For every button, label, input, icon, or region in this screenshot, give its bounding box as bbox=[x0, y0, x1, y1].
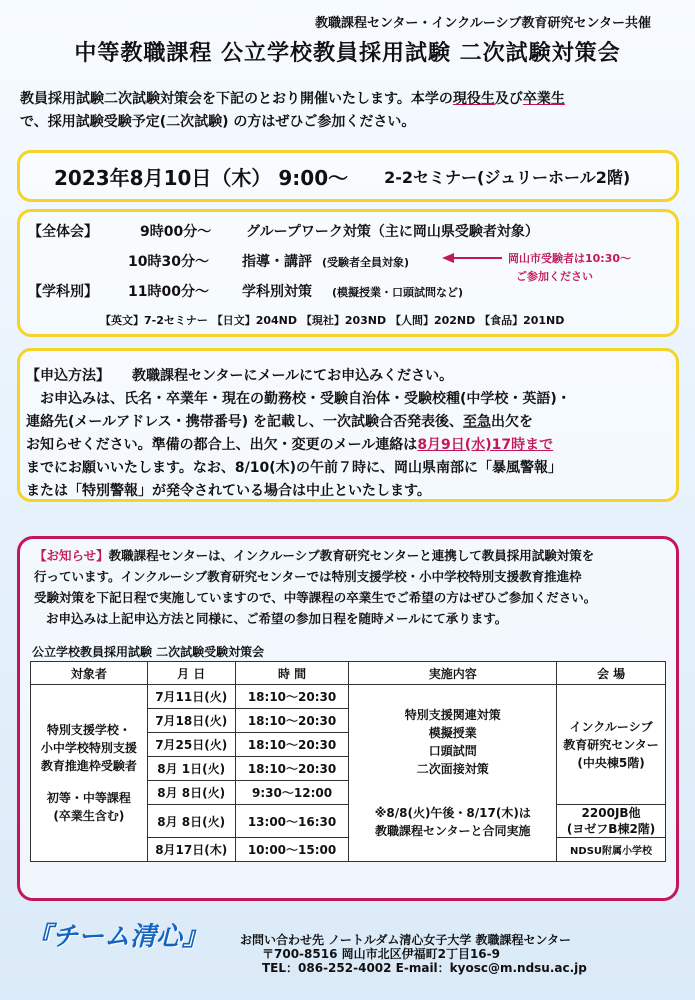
apply-line-4: までにお願いいたします。なお、8/10(木)の午前７時に、岡山県南部に「暴風警報」 bbox=[26, 460, 563, 476]
apply-line-2a: 連絡先(メールアドレス・携帯番号) を記載し、一次試験合否発表後、 bbox=[26, 414, 463, 430]
apply-line-3a: お知らせください。準備の都合上、出欠・変更のメール連絡は bbox=[26, 437, 418, 453]
header-date: 月 日 bbox=[147, 662, 235, 685]
content-line-4: 二次面接対策 bbox=[416, 762, 489, 776]
target-line-2: 小中学校特別支援 bbox=[40, 741, 137, 755]
dept-time: 11時00分～ bbox=[128, 284, 209, 300]
plenary-label: 【全体会】 bbox=[28, 224, 98, 240]
plenary-time: 9時00分～ bbox=[140, 224, 212, 240]
header-time: 時 間 bbox=[235, 662, 349, 685]
review-note: (受験者全員対象) bbox=[322, 256, 410, 269]
apply-line-0: 教職課程センターにメールにてお申込みください。 bbox=[132, 368, 454, 384]
target-line-3: 教育推進枠受験者 bbox=[40, 759, 137, 773]
apply-line-5: または「特別警報」が発令されている場合は中止といたします。 bbox=[26, 483, 431, 499]
row-date: 8月17日(木) bbox=[147, 838, 235, 862]
row-time: 18:10～20:30 bbox=[235, 757, 349, 781]
apply-label: 【申込方法】 bbox=[26, 368, 110, 384]
dept-note: (模擬授業・口頭試問など) bbox=[332, 286, 464, 299]
cohost-line: 教職課程センター・インクルーシブ教育研究センター共催 bbox=[314, 16, 651, 31]
okayama-note-2: ご参加ください bbox=[516, 270, 593, 283]
intro-text bbox=[20, 88, 680, 134]
notice-label: 【お知らせ】 bbox=[34, 548, 109, 563]
table-title: 公立学校教員採用試験 二次試験受験対策会 bbox=[32, 645, 265, 659]
review-time: 10時30分～ bbox=[128, 254, 209, 270]
header-target: 対象者 bbox=[31, 662, 148, 685]
okayama-note-1: 岡山市受験者は10:30～ bbox=[508, 252, 632, 265]
target-line-1: 特別支援学校・ bbox=[46, 723, 131, 737]
review-content: 指導・講評 bbox=[242, 254, 312, 270]
row-date: 7月11日(火) bbox=[147, 685, 235, 709]
venue-cell-a bbox=[557, 685, 666, 805]
content-note-1: ※8/8(火)午後・8/17(木)は bbox=[374, 806, 531, 820]
venue-cell-c: NDSU附属小学校 bbox=[557, 838, 666, 862]
team-logo: 『チーム清心』 bbox=[26, 922, 209, 952]
contact-line-1: お問い合わせ先 ノートルダム清心女子大学 教職課程センター bbox=[240, 933, 572, 947]
venue-b-line-2: (ヨゼフB棟2階) bbox=[566, 822, 656, 836]
row-date: 8月 1日(火) bbox=[147, 757, 235, 781]
header-content: 実施内容 bbox=[349, 662, 557, 685]
application-box bbox=[17, 348, 679, 502]
intro-text-2: 及び bbox=[494, 91, 523, 107]
intro-text-3: で、採用試験受験予定(二次試験) の方はぜひご参加ください。 bbox=[20, 114, 416, 130]
notice-line-4: お申込みは上記申込方法と同様に、ご希望の参加日程を随時メールにて承ります。 bbox=[46, 611, 508, 626]
row-time: 10:00～15:00 bbox=[235, 838, 349, 862]
intro-text-1: 教員採用試験二次試験対策会を下記のとおり開催いたします。本学の bbox=[20, 91, 453, 107]
row-date: 7月25日(火) bbox=[147, 733, 235, 757]
apply-line-1: お申込みは、氏名・卒業年・現在の勤務校・受験自治体・受験校種(中学校・英語)・ bbox=[40, 391, 571, 407]
row-time: 13:00～16:30 bbox=[235, 805, 349, 838]
header-venue: 会 場 bbox=[557, 662, 666, 685]
table-header-row bbox=[31, 662, 666, 685]
program-box bbox=[17, 209, 679, 337]
venue-a-line-3: (中央棟5階) bbox=[577, 755, 645, 770]
apply-line-3 bbox=[26, 434, 553, 454]
target-line-5: (卒業生含む) bbox=[53, 809, 125, 823]
content-line-3: 口頭試問 bbox=[428, 744, 477, 758]
dept-label: 【学科別】 bbox=[28, 284, 98, 300]
target-line-4: 初等・中等課程 bbox=[46, 791, 131, 805]
notice-line-2: 行っています。インクルーシブ教育研究センターでは特別支援学校・小中学校特別支援教育推進枠 bbox=[34, 569, 582, 584]
apply-urgent: 至急 bbox=[462, 414, 491, 430]
event-date-box bbox=[17, 150, 679, 202]
table-row bbox=[31, 685, 666, 709]
row-date: 8月 8日(火) bbox=[147, 805, 235, 838]
apply-line-2 bbox=[26, 411, 533, 431]
notice-line-3: 受験対策を下記日程で実施していますので、中等課程の卒業生でご希望の方はぜひご参加ください。 bbox=[34, 590, 597, 605]
schedule-table bbox=[30, 661, 666, 862]
plenary-content: グループワーク対策（主に岡山県受験者対象） bbox=[246, 224, 539, 240]
apply-line-2c: 出欠を bbox=[490, 414, 533, 430]
intro-current-students: 現役生 bbox=[452, 91, 495, 107]
venue-b-line-1: 2200JB他 bbox=[581, 806, 641, 820]
row-time: 9:30～12:00 bbox=[235, 781, 349, 805]
content-note-2: 教職課程センターと合同実施 bbox=[375, 824, 531, 838]
arrow-left-icon bbox=[442, 253, 502, 263]
intro-graduates: 卒業生 bbox=[522, 91, 565, 107]
row-time: 18:10～20:30 bbox=[235, 733, 349, 757]
venue-a-line-1: インクルーシブ bbox=[569, 719, 653, 734]
apply-deadline: 8月9日(水)17時まで bbox=[417, 437, 554, 453]
row-date: 7月18日(火) bbox=[147, 709, 235, 733]
notice-text bbox=[34, 545, 674, 629]
row-time: 18:10～20:30 bbox=[235, 709, 349, 733]
row-date: 8月 8日(火) bbox=[147, 781, 235, 805]
notice-line-1: 教職課程センターは、インクルーシブ教育研究センターと連携して教員採用試験対策を bbox=[108, 548, 595, 563]
contact-address: 〒700-8516 岡山市北区伊福町2丁目16-9 bbox=[262, 947, 500, 961]
content-cell bbox=[349, 685, 557, 862]
event-place: 2-2セミナー(ジュリーホール2階) bbox=[384, 167, 631, 187]
contact-tel-email: TEL：086-252-4002 E-mail：kyosc@m.ndsu.ac.jp bbox=[262, 961, 587, 975]
target-cell bbox=[31, 685, 148, 862]
content-line-2: 模擬授業 bbox=[428, 726, 477, 740]
venue-cell-b bbox=[557, 805, 666, 838]
venue-a-line-2: 教育研究センター bbox=[563, 737, 659, 752]
row-time: 18:10～20:30 bbox=[235, 685, 349, 709]
room-list: 【英文】7-2セミナー 【日文】204ND 【現社】203ND 【人間】202ND 【食品】201ND bbox=[100, 314, 565, 327]
event-date: 2023年8月10日（木） 9:00～ bbox=[54, 165, 349, 190]
page-title: 中等教職課程 公立学校教員採用試験 二次試験対策会 bbox=[74, 41, 621, 66]
dept-content: 学科別対策 bbox=[242, 284, 312, 300]
content-line-1: 特別支援関連対策 bbox=[404, 708, 501, 722]
